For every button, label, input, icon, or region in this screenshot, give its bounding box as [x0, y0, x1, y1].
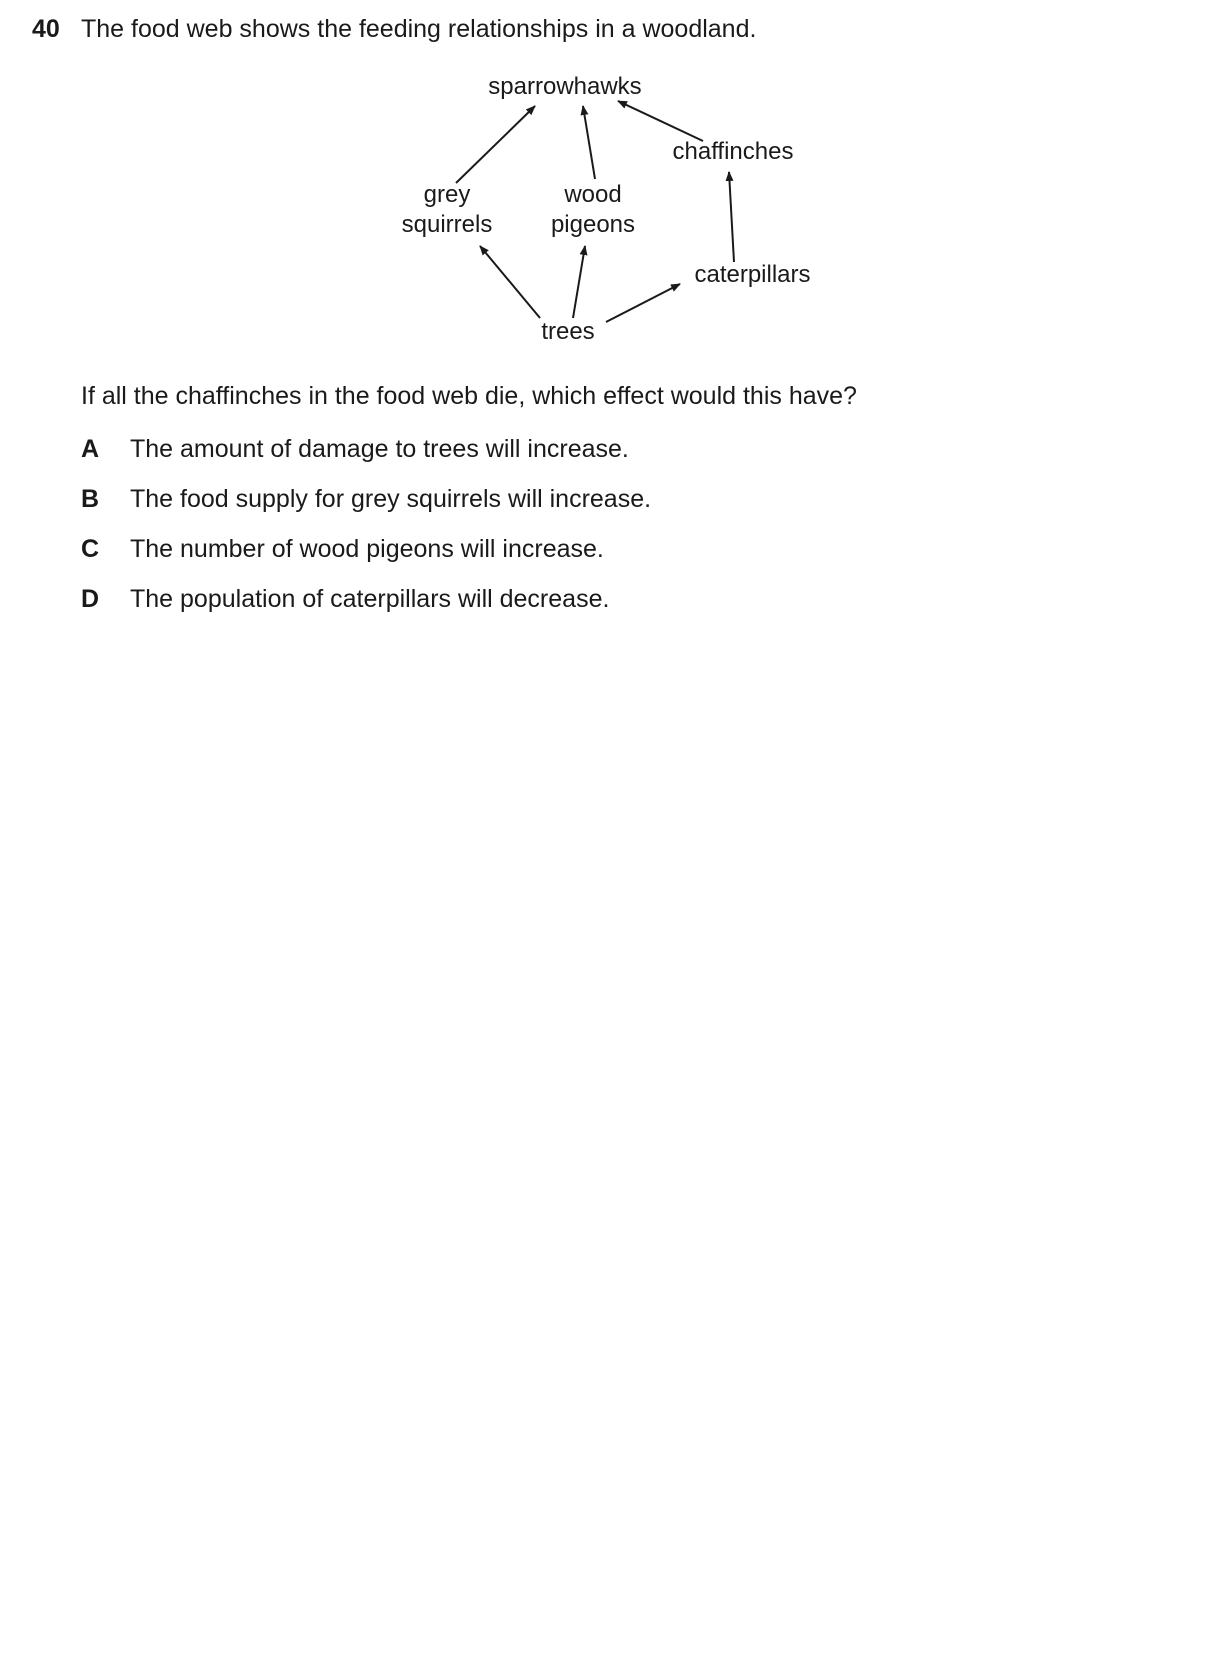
option-a[interactable] [81, 434, 981, 464]
question-prompt: If all the chaffinches in the food web die, which effect would this have? [81, 382, 857, 410]
arrow-chaffinches-to-sparrowhawks [618, 101, 703, 141]
node-trees: trees [541, 318, 595, 345]
arrow-trees-to-wood-pigeons [573, 246, 585, 318]
option-letter: C [81, 535, 100, 563]
arrow-wood-pigeons-to-sparrowhawks [583, 106, 595, 179]
option-text: The number of wood pigeons will increase. [130, 535, 604, 563]
option-b[interactable] [81, 484, 981, 514]
option-d[interactable] [81, 584, 981, 614]
option-text: The food supply for grey squirrels will increase. [130, 485, 652, 513]
option-text: The amount of damage to trees will increase. [130, 435, 629, 463]
option-letter: D [81, 585, 100, 613]
node-sparrowhawks: sparrowhawks [488, 73, 642, 100]
answer-options [81, 434, 981, 634]
question-stem: The food web shows the feeding relationships in a woodland. [81, 15, 757, 43]
arrow-grey-squirrels-to-sparrowhawks [456, 106, 535, 183]
arrow-trees-to-caterpillars [606, 284, 680, 322]
food-web-diagram [380, 64, 840, 364]
option-c[interactable] [81, 534, 981, 564]
option-text: The population of caterpillars will decrease. [130, 585, 610, 613]
node-chaffinches: chaffinches [672, 138, 794, 165]
node-caterpillars: caterpillars [694, 261, 811, 288]
question-number: 40 [32, 15, 60, 43]
arrow-caterpillars-to-chaffinches [729, 172, 734, 262]
node-grey-squirrels: grey squirrels [401, 181, 493, 238]
option-letter: B [81, 485, 100, 513]
arrow-trees-to-grey-squirrels [480, 246, 540, 318]
option-letter: A [81, 435, 100, 463]
node-wood-pigeons: wood pigeons [550, 181, 636, 238]
